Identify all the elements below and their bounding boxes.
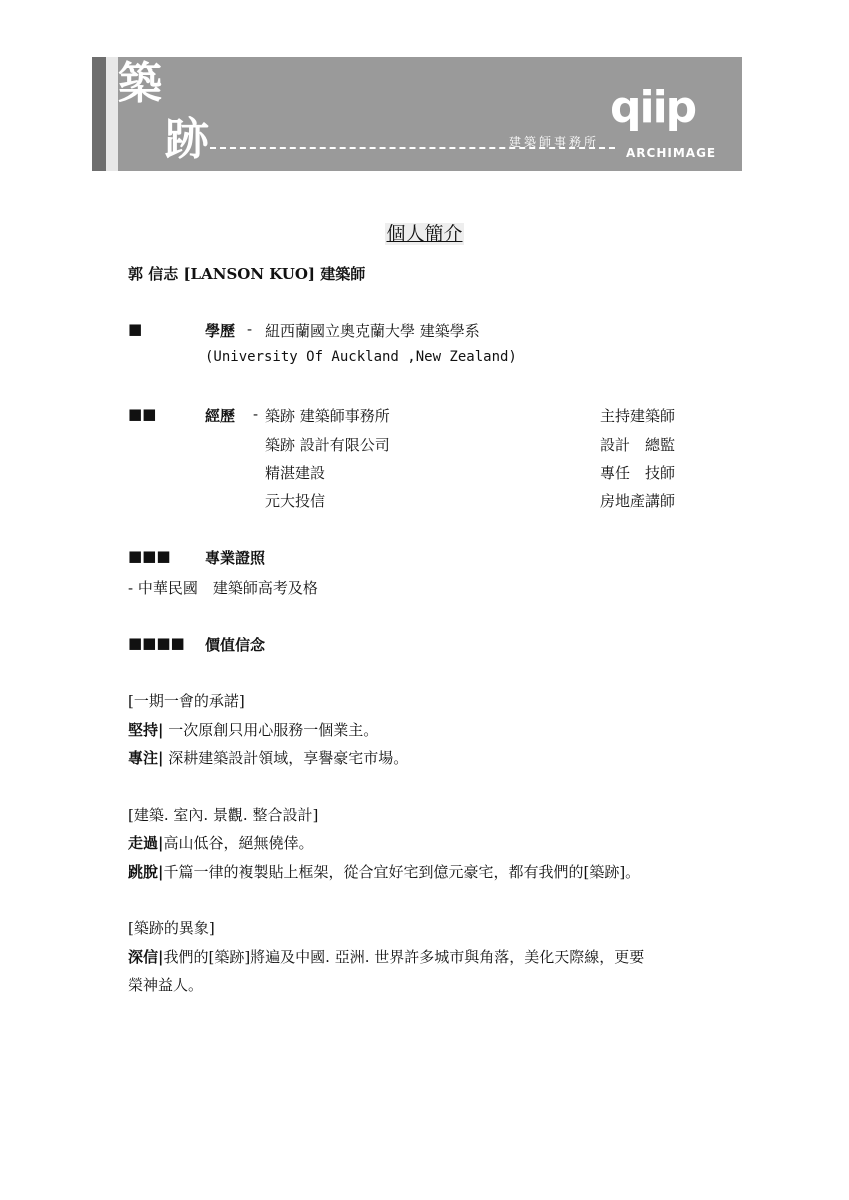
license-item: - 中華民國 建築師高考及格 [128, 579, 318, 597]
experience-role: 設計 總監 [600, 436, 676, 454]
experience-role: 房地產講師 [600, 492, 676, 510]
values-line-text: 千篇一律的複製貼上框架，從合宜好宅到億元豪宅，都有我們的[築跡]。 [163, 863, 641, 881]
values-line-text: 我們的[築跡]將遍及中國. 亞洲. 世界許多城市與角落，美化天際線，更要 [163, 948, 645, 966]
experience-org: 築跡 設計有限公司 [265, 436, 390, 454]
values-line-key: 專注| [128, 749, 164, 767]
experience-dash: - [253, 405, 259, 423]
values-line-key: 堅持| [128, 721, 164, 739]
license-bullet: ■■■ [128, 547, 171, 565]
values-line-text: 高山低谷，絕無僥倖。 [163, 834, 314, 852]
banner-dark-strip [92, 57, 106, 171]
experience-label: 經歷 [205, 407, 236, 425]
education-bullet: ■ [128, 320, 143, 338]
experience-bullet: ■■ [128, 405, 157, 423]
values-line [128, 861, 640, 882]
values-heading: [建築. 室內. 景觀. 整合設計] [128, 806, 319, 824]
values-line-key: 走過| [128, 834, 164, 852]
brand-name: ARCHIMAGE [626, 146, 717, 160]
logo-char-2: 跡 [165, 114, 209, 165]
values-heading: [一期一會的承諾] [128, 692, 245, 710]
values-line-text: 榮神益人。 [128, 976, 204, 994]
values-line [128, 832, 313, 853]
values-bullet: ■■■■ [128, 634, 185, 652]
values-line [128, 719, 378, 740]
values-line [128, 747, 408, 768]
values-line-key: 深信| [128, 948, 164, 966]
banner-light-strip [106, 57, 118, 171]
logo-char-1: 築 [118, 58, 162, 109]
page-title-text: 個人簡介 [386, 223, 463, 245]
license-label: 專業證照 [205, 549, 266, 567]
experience-role: 主持建築師 [600, 407, 676, 425]
education-school: 紐西蘭國立奧克蘭大學 建築學系 [265, 322, 480, 340]
page-title [0, 219, 849, 246]
values-line-key: 跳脫| [128, 863, 164, 881]
values-line-text: 深耕建築設計領域，享譽豪宅市場。 [163, 749, 409, 767]
name-line: 郭 信志 [LANSON KUO] 建築師 [128, 265, 366, 283]
firm-name: 建築師事務所 [509, 135, 600, 149]
experience-org: 築跡 建築師事務所 [265, 407, 390, 425]
values-line [128, 946, 644, 967]
education-label: 學歷 [205, 322, 236, 340]
values-label: 價值信念 [205, 636, 266, 654]
experience-org: 精湛建設 [265, 464, 326, 482]
values-heading: [築跡的異象] [128, 919, 215, 937]
education-dash: - [247, 320, 253, 338]
experience-org: 元大投信 [265, 492, 326, 510]
brand-logo-mark: qiip [610, 82, 696, 133]
experience-role: 專任 技師 [600, 464, 676, 482]
values-line-text: 一次原創只用心服務一個業主。 [163, 721, 379, 739]
education-school-en: (University Of Auckland ,New Zealand) [205, 349, 517, 365]
values-line [128, 974, 203, 995]
